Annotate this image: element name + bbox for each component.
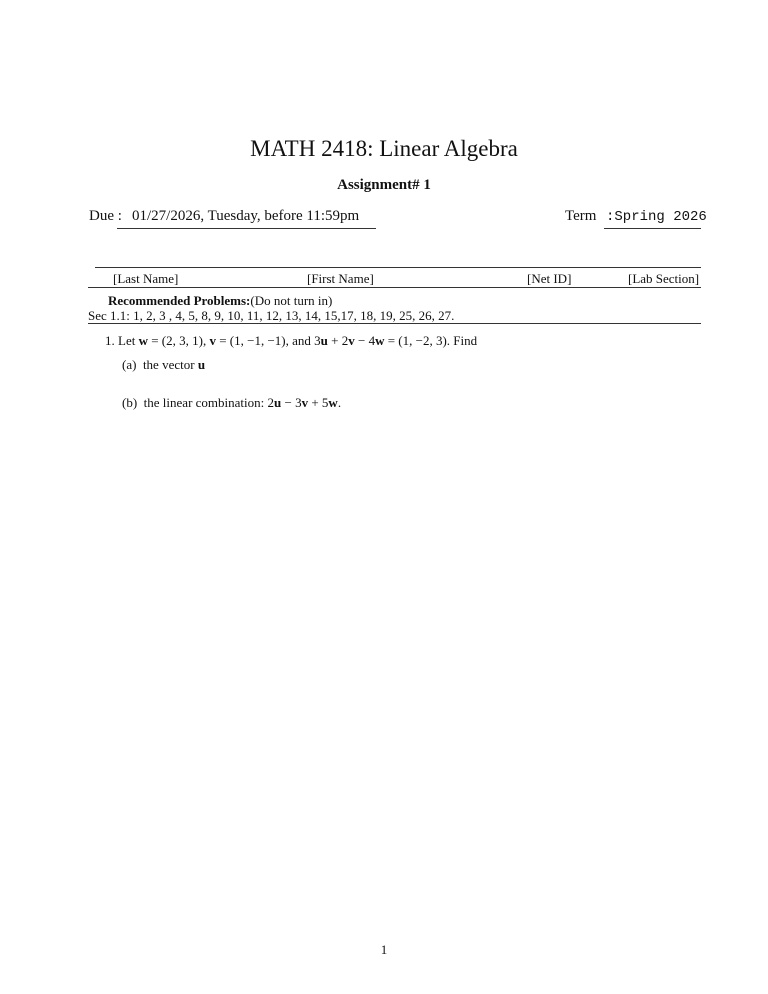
top-rule [95, 267, 701, 268]
recommended-title: Recommended Problems: [108, 293, 251, 308]
page-title: MATH 2418: Linear Algebra [250, 136, 518, 161]
term-label: Term [565, 208, 597, 224]
problem-statement: Let w = (2, 3, 1), v = (1, −1, −1), and 3u + 2v − 4w = (1, −2, 3). Find [118, 333, 478, 348]
field-first-name: [First Name] [307, 271, 374, 286]
due-underline [117, 228, 376, 229]
recommended-rule [88, 323, 701, 324]
field-last-name: [Last Name] [113, 271, 179, 286]
due-label: Due : [89, 208, 122, 224]
field-net-id: [Net ID] [527, 271, 572, 286]
problem-1a: (a) the vector u [122, 357, 206, 372]
due-date: 01/27/2026, Tuesday, before 11:59pm [132, 208, 360, 224]
problem-number: 1. [105, 333, 115, 348]
recommended-list: Sec 1.1: 1, 2, 3 , 4, 5, 8, 9, 10, 11, 12, 13, 14, 15,17, 18, 19, 25, 26, 27. [88, 308, 455, 323]
field-lab-section: [Lab Section] [628, 271, 700, 286]
recommended-heading [108, 293, 332, 309]
term-underline [604, 228, 701, 229]
term-value: :Spring 2026 [606, 209, 707, 225]
fields-rule [88, 287, 701, 288]
problem-1b: (b) the linear combination: 2u − 3v + 5w. [122, 395, 342, 410]
problem-1 [105, 333, 477, 349]
page-number: 1 [380, 942, 388, 957]
assignment-number: Assignment# 1 [337, 177, 431, 193]
recommended-note: (Do not turn in) [250, 293, 333, 308]
